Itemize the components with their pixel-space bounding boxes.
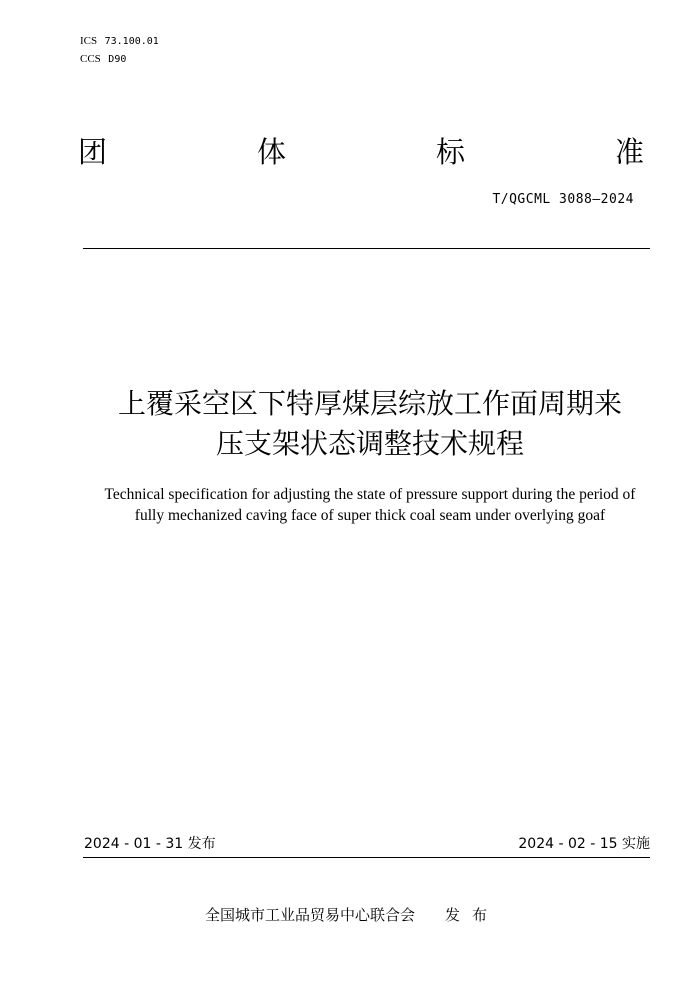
english-title (60, 484, 680, 526)
publisher (205, 905, 499, 925)
english-title-line: fully mechanized caving face of super thick coal seam under overlying goaf (134, 507, 606, 524)
english-title-line: Technical specification for adjusting the state of pressure support during the period of (104, 486, 636, 503)
ccs-label: CCS (80, 53, 101, 65)
chinese-title-line: 上覆采空区下特厚煤层综放工作面周期来 (117, 387, 622, 420)
top-divider (83, 248, 650, 249)
standard-number: T/QGCML 3088—2024 (492, 192, 634, 207)
doc-type-char: 体 (257, 135, 287, 169)
doc-type-char: 标 (436, 135, 466, 169)
chinese-title (60, 384, 680, 464)
ccs-value: D90 (108, 54, 127, 65)
doc-type-char: 团 (78, 135, 108, 169)
issue-date: 2024 - 01 - 31 发布 (84, 836, 216, 852)
publisher-name: 全国城市工业品贸易中心联合会 (205, 906, 416, 924)
ics-label: ICS (80, 35, 98, 47)
publisher-issued-word: 发布 (445, 906, 500, 924)
ccs-code (80, 52, 126, 66)
bottom-divider (83, 857, 650, 858)
chinese-title-line: 压支架状态调整技术规程 (215, 427, 524, 460)
ics-value: 73.100.01 (104, 36, 159, 47)
doc-type-char: 准 (615, 135, 645, 169)
ics-code (80, 34, 159, 48)
implementation-date: 2024 - 02 - 15 实施 (518, 836, 650, 852)
